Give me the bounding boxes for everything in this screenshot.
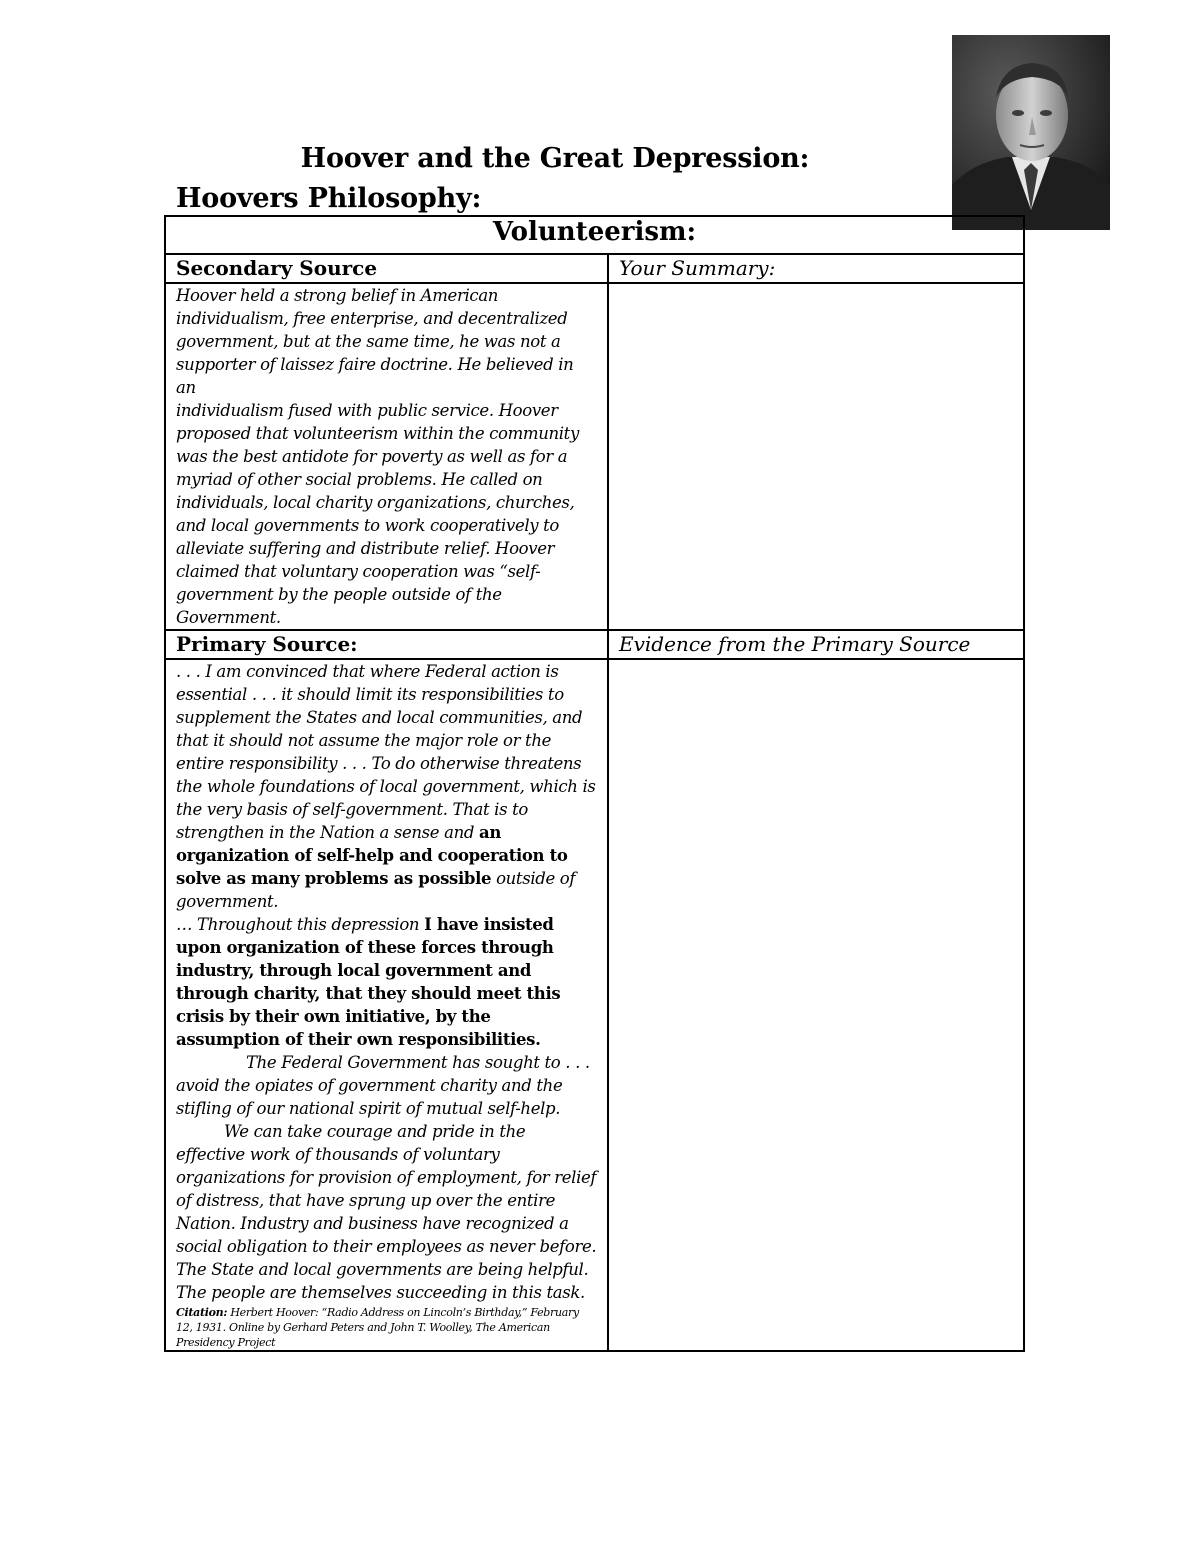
quote-text: The Federal Government has sought to . . . avoid the opiates of government charity and the stifling of our national spirit of mutual self-help. <box>176 1053 590 1118</box>
quote-paragraph-3 <box>176 1051 597 1120</box>
quote-text: … Throughout this depression <box>176 915 420 934</box>
quote-emphasis: I have insisted upon organization of these forces through industry, through local government and through charity, that they should meet this crisis by their own initiative, by the assumption of their own responsibilities. <box>176 915 561 1049</box>
summary-answer-box[interactable] <box>608 283 1024 630</box>
text-line: government by the people outside of the <box>176 585 502 604</box>
text-line: and local governments to work cooperatively to <box>176 516 560 535</box>
evidence-heading: Evidence from the Primary Source <box>608 630 1024 659</box>
text-line: supporter of laissez faire doctrine. He believed in an <box>176 355 574 397</box>
quote-emphasis: an organization of self-help and cooperation to solve as many problems as possible <box>176 823 568 888</box>
citation-text: Herbert Hoover: “Radio Address on Lincoln’s Birthday,” February 12, 1931. Online by Gerhard Peters and John T. Woolley, The American Presidency Project <box>176 1306 579 1349</box>
citation-label: Citation: <box>176 1306 228 1319</box>
primary-source-text <box>165 659 608 1351</box>
quote-text: outside of government. <box>176 869 576 911</box>
text-line: individualism fused with public service. Hoover <box>176 401 558 420</box>
worksheet-table <box>164 215 1025 1352</box>
portrait-photo <box>952 35 1110 230</box>
text-line: Hoover held a strong belief in American <box>176 286 499 305</box>
text-line: individuals, local charity organizations, churches, <box>176 493 575 512</box>
text-line: proposed that volunteerism within the community <box>176 424 579 443</box>
text-line: individualism, free enterprise, and decentralized <box>176 309 568 328</box>
evidence-answer-box[interactable] <box>608 659 1024 1351</box>
summary-heading: Your Summary: <box>608 254 1024 283</box>
section-subtitle: Hoovers Philosophy: <box>176 183 482 214</box>
text-line: alleviate suffering and distribute relief. Hoover <box>176 539 555 558</box>
topic-heading: Volunteerism: <box>165 216 1024 254</box>
primary-source-heading: Primary Source: <box>165 630 608 659</box>
quote-paragraph-4 <box>176 1120 597 1304</box>
text-line: government, but at the same time, he was not a <box>176 332 561 351</box>
secondary-source-heading: Secondary Source <box>165 254 608 283</box>
quote-paragraph-2 <box>176 913 597 1051</box>
text-line: myriad of other social problems. He called on <box>176 470 543 489</box>
quote-paragraph-1 <box>176 660 597 913</box>
page-title: Hoover and the Great Depression: <box>300 143 810 174</box>
text-line: Government. <box>176 608 281 627</box>
text-line: was the best antidote for poverty as well as for a <box>176 447 568 466</box>
citation <box>176 1305 597 1350</box>
quote-text: . . . I am convinced that where Federal action is essential . . . it should limit its responsibilities to supplement the States and local communities, and that it should not assume the major role or the entire responsibility . . . To do otherwise threatens the whole foundations of local government, which is the very basis of self-government. That is to strengthen in the Nation a sense and <box>176 662 596 842</box>
secondary-source-text <box>165 283 608 630</box>
text-line: claimed that voluntary cooperation was “self- <box>176 562 541 581</box>
quote-text: We can take courage and pride in the effective work of thousands of voluntary organizations for provision of employment, for relief of distress, that have sprung up over the entire Nation. Industry and business have recognized a social obligation to their employees as never before. The State and local governments are being helpful. The people are themselves succeeding in this task. <box>176 1122 597 1302</box>
